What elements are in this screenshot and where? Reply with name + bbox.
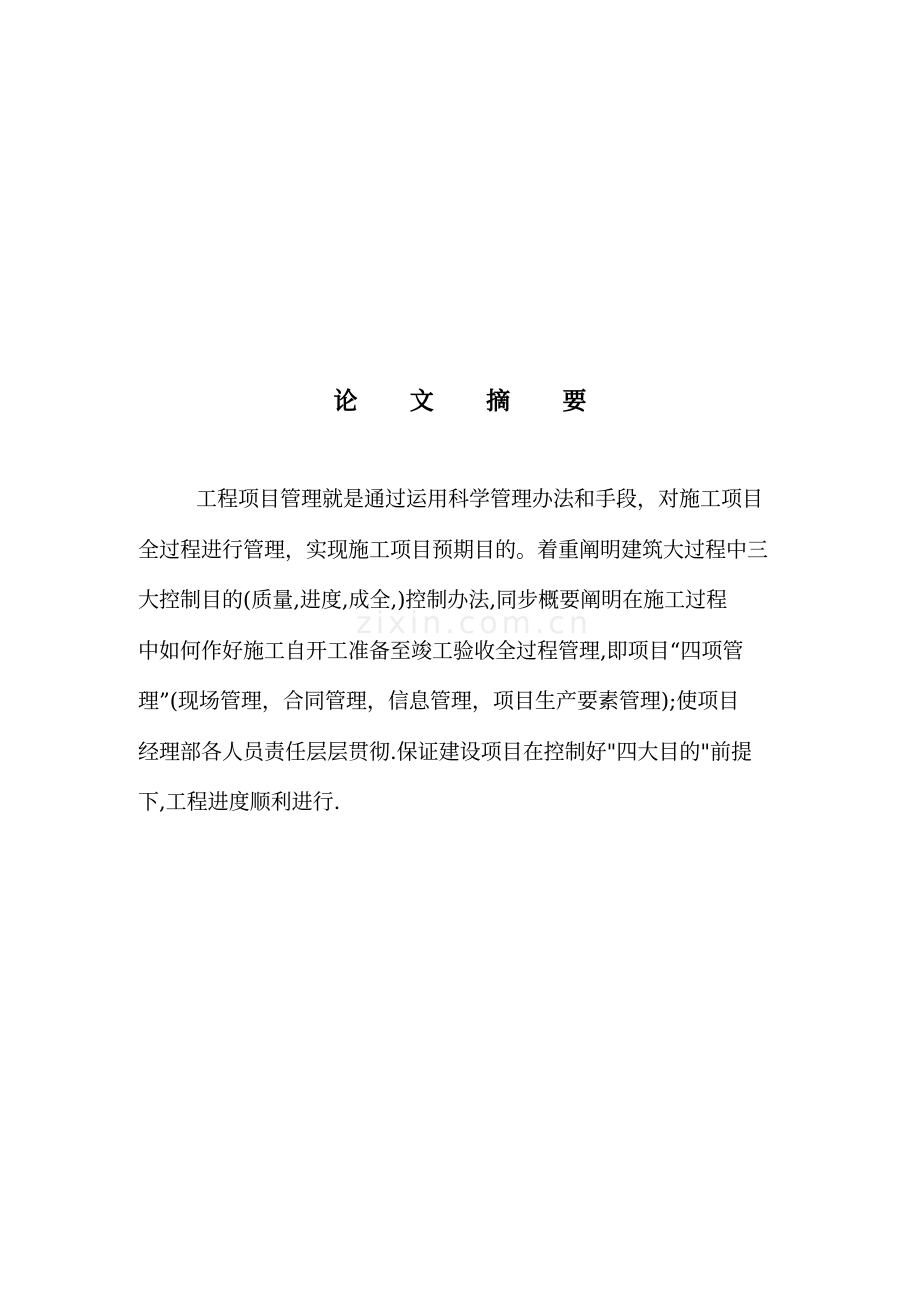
abstract-body <box>138 480 782 834</box>
abstract-line: 中如何作好施工自开工准备至竣工验收全过程管理,即项目“四项管 <box>138 638 744 663</box>
abstract-line: 全过程进行管理，实现施工项目预期目的。着重阐明建筑大过程中三 <box>138 537 768 562</box>
page-title: 论 文 摘 要 <box>333 387 609 415</box>
watermark: zixin.com.cn <box>356 606 592 641</box>
abstract-line: 工程项目管理就是通过运用科学管理办法和手段，对施工项目 <box>196 487 763 511</box>
abstract-line: 下,工程进度顺利进行. <box>138 790 341 814</box>
abstract-line: 经理部各人员责任层层贯彻.保证建设项目在控制好"四大目的"前提 <box>138 739 752 764</box>
abstract-line: 理”(现场管理，合同管理，信息管理，项目生产要素管理);使项目 <box>138 689 740 713</box>
abstract-line: 大控制目的(质量,进度,成全,)控制办法,同步概要阐明在施工过程 <box>138 588 728 612</box>
